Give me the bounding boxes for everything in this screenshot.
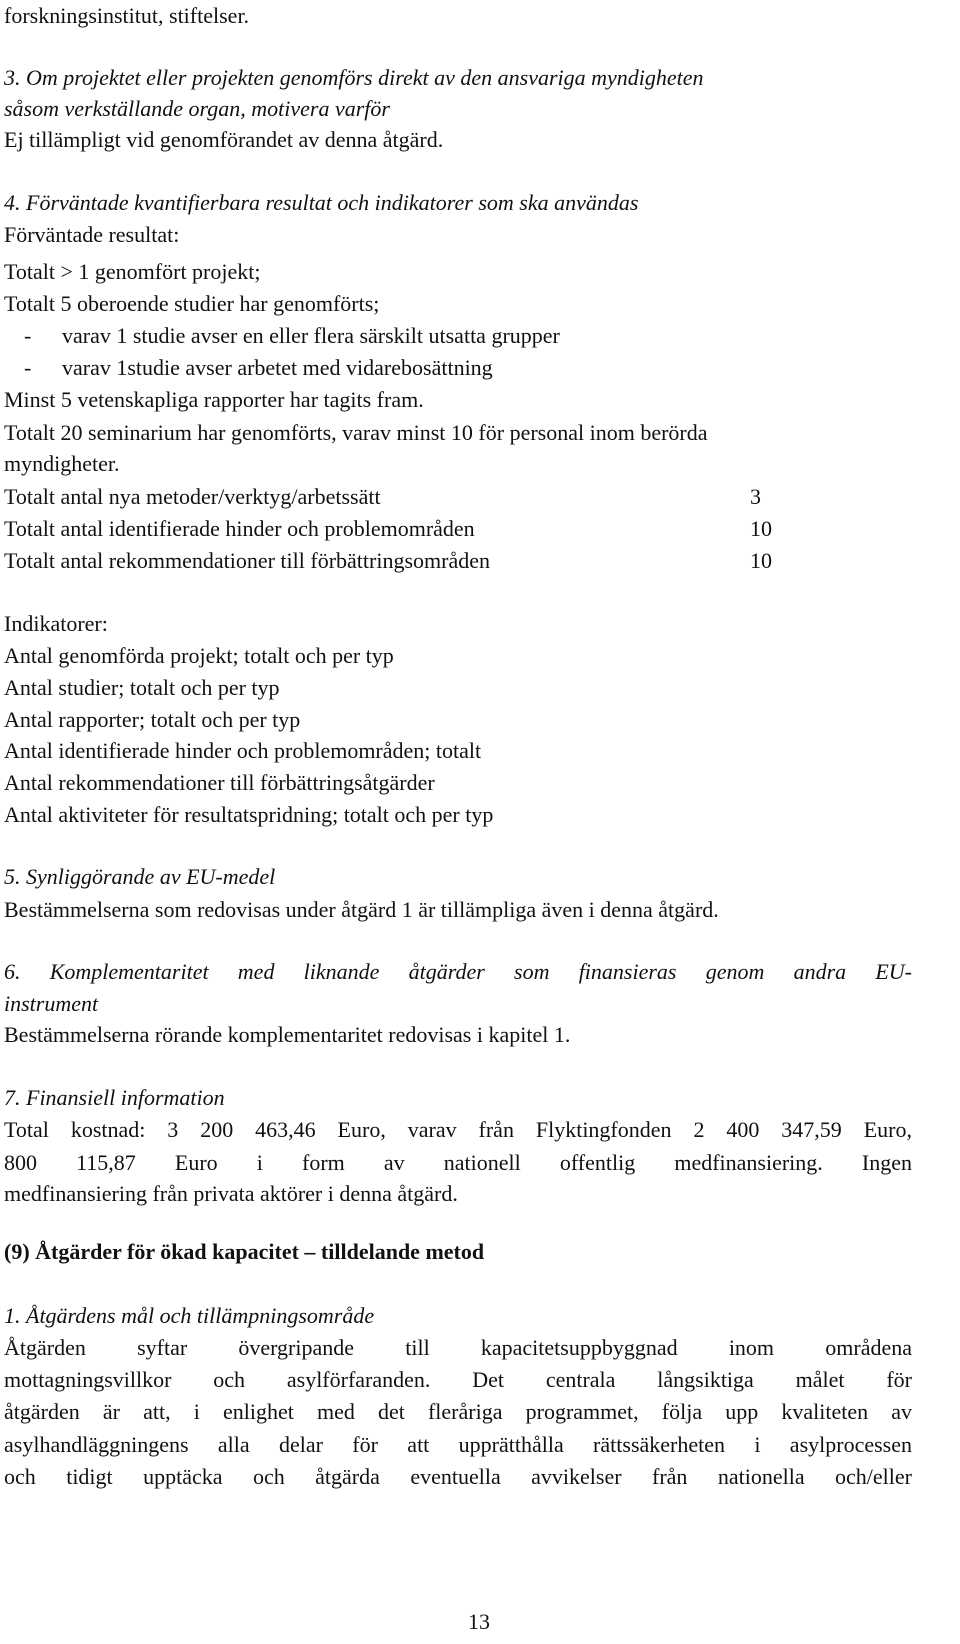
section-6-heading-line-2: instrument <box>4 991 99 1016</box>
dash-bullet: - <box>24 323 32 348</box>
section-3-text: Ej tillämpligt vid genomförandet av denna åtgärd. <box>4 127 444 152</box>
section-3-heading-line-1: 3. Om projektet eller projekten genomförs direkt av den ansvariga myndigheten <box>4 65 704 90</box>
section-5-heading: 5. Synliggörande av EU-medel <box>4 864 276 889</box>
count-label: Totalt antal rekommendationer till förbättringsområden <box>4 548 490 573</box>
indicator-line: Antal aktiviteter för resultatspridning; totalt och per typ <box>4 802 494 827</box>
measure-9-paragraph-line: asylhandläggningens alla delar för att upprätthålla rättssäkerheten i asylprocessen <box>4 1432 912 1457</box>
section-7-paragraph-line: 800 115,87 Euro i form av nationell offentlig medfinansiering. Ingen <box>4 1150 912 1175</box>
section-7-paragraph-line: Total kostnad: 3 200 463,46 Euro, varav från Flyktingfonden 2 400 347,59 Euro, <box>4 1117 912 1142</box>
sub-result-text: varav 1 studie avser en eller flera särskilt utsatta grupper <box>62 323 560 348</box>
sub-result-line <box>24 322 560 350</box>
count-value: 10 <box>750 548 772 573</box>
result-line: myndigheter. <box>4 451 120 476</box>
measure-9-paragraph-line: åtgärden är att, i enlighet med det fleråriga programmet, följa upp kvaliteten av <box>4 1399 912 1424</box>
page-number: 13 <box>468 1609 490 1634</box>
count-row <box>4 547 772 575</box>
result-line: Minst 5 vetenskapliga rapporter har tagits fram. <box>4 387 424 412</box>
result-line: Totalt 20 seminarium har genomförts, varav minst 10 för personal inom berörda <box>4 420 708 445</box>
dash-bullet: - <box>24 355 32 380</box>
section-4-heading: 4. Förväntade kvantifierbara resultat och indikatorer som ska användas <box>4 190 639 215</box>
measure-9-paragraph-line: och tidigt upptäcka och åtgärda eventuella avvikelser från nationella och/eller <box>4 1464 912 1489</box>
count-row <box>4 515 772 543</box>
count-label: Totalt antal identifierade hinder och problemområden <box>4 516 475 541</box>
measure-9-paragraph-line: Åtgärden syftar övergripande till kapacitetsuppbyggnad inom områdena <box>4 1335 912 1360</box>
indicators-label: Indikatorer: <box>4 611 108 636</box>
result-line: Totalt > 1 genomfört projekt; <box>4 259 261 284</box>
sub-result-text: varav 1studie avser arbetet med vidarebosättning <box>62 355 493 380</box>
indicator-line: Antal rapporter; totalt och per typ <box>4 707 301 732</box>
count-value: 3 <box>750 484 761 509</box>
indicator-line: Antal identifierade hinder och problemområden; totalt <box>4 738 482 763</box>
results-label: Förväntade resultat: <box>4 222 180 247</box>
result-line: Totalt 5 oberoende studier har genomförts; <box>4 291 380 316</box>
section-7-paragraph-line: medfinansiering från privata aktörer i denna åtgärd. <box>4 1181 458 1206</box>
count-value: 10 <box>750 516 772 541</box>
section-6-text: Bestämmelserna rörande komplementaritet redovisas i kapitel 1. <box>4 1022 571 1047</box>
indicator-line: Antal genomförda projekt; totalt och per typ <box>4 643 394 668</box>
section-5-text: Bestämmelserna som redovisas under åtgärd 1 är tillämpliga även i denna åtgärd. <box>4 897 719 922</box>
measure-9-heading: (9) Åtgärder för ökad kapacitet – tilldelande metod <box>4 1239 485 1264</box>
section-6-heading-line-1: 6. Komplementaritet med liknande åtgärder som finansieras genom andra EU- <box>4 959 912 984</box>
measure-9-paragraph-line: mottagningsvillkor och asylförfaranden. Det centrala långsiktiga målet för <box>4 1367 912 1392</box>
sub-result-line <box>24 354 493 382</box>
section-3-heading-line-2: såsom verkställande organ, motivera varför <box>4 96 390 121</box>
section-7-heading: 7. Finansiell information <box>4 1085 225 1110</box>
intro-tail-line: forskningsinstitut, stiftelser. <box>4 3 250 28</box>
count-label: Totalt antal nya metoder/verktyg/arbetssätt <box>4 484 381 509</box>
count-row <box>4 483 761 511</box>
measure-9-subheading: 1. Åtgärdens mål och tillämpningsområde <box>4 1303 375 1328</box>
indicator-line: Antal studier; totalt och per typ <box>4 675 280 700</box>
indicator-line: Antal rekommendationer till förbättringsåtgärder <box>4 770 435 795</box>
